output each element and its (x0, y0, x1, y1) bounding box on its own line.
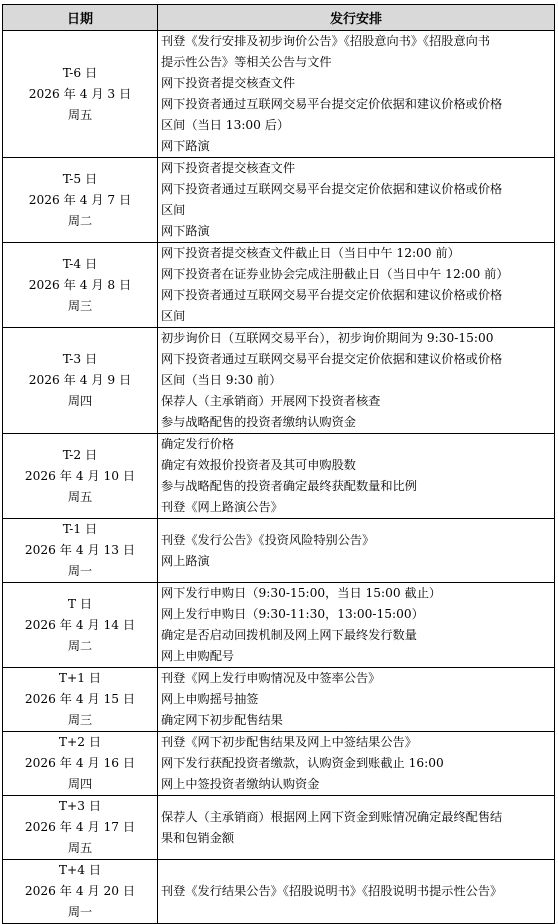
day-label: T+1 日 (58, 671, 102, 685)
date-cell (3, 243, 158, 328)
date-cell (3, 158, 158, 243)
schedule-cell (158, 328, 555, 434)
schedule-line: 网下路演 (161, 224, 210, 238)
date-cell (3, 732, 158, 796)
date-label: 2026 年 4 月 17 日 (24, 820, 136, 834)
table-row (3, 668, 555, 732)
weekday-label: 周二 (67, 638, 93, 653)
schedule-line: 网上申购配号 (161, 649, 235, 663)
day-label: T-3 日 (62, 352, 98, 366)
day-label: T-2 日 (62, 447, 98, 462)
date-label: 2026 年 4 月 20 日 (24, 884, 136, 898)
date-label: 2026 年 4 月 15 日 (24, 692, 136, 706)
header-date: 日期 (3, 5, 158, 31)
table-row (3, 328, 555, 434)
schedule-line: 区间 (161, 203, 186, 217)
weekday-label: 周三 (67, 713, 93, 727)
schedule-line: 网下路演 (161, 139, 210, 153)
schedule-line: 网下发行申购日（9:30-15:00，当日 15:00 截止） (161, 586, 442, 600)
weekday-label: 周五 (67, 107, 93, 122)
date-label: 2026 年 4 月 7 日 (28, 192, 132, 207)
schedule-cell (158, 31, 555, 158)
schedule-line: 网上发行申购日（9:30-11:30，13:00-15:00） (161, 607, 424, 621)
schedule-line: 区间（当日 9:30 前） (161, 373, 282, 387)
weekday-label: 周五 (67, 841, 93, 855)
date-label: 2026 年 4 月 9 日 (28, 373, 132, 387)
schedule-line: 参与战略配售的投资者缴纳认购资金 (161, 415, 356, 429)
schedule-cell (158, 732, 555, 796)
schedule-line: 确定有效报价投资者及其可申购股数 (161, 458, 356, 472)
schedule-line: 网下投资者通过互联网交易平台提交定价依据和建议价格或价格 (161, 97, 503, 111)
schedule-line: 网下投资者提交核查文件 (161, 161, 296, 175)
schedule-cell (158, 583, 555, 668)
table-row (3, 583, 555, 668)
date-label: 2026 年 4 月 3 日 (28, 86, 132, 101)
date-cell (3, 31, 158, 158)
date-cell (3, 796, 158, 860)
day-label: T-5 日 (62, 171, 98, 186)
date-label: 2026 年 4 月 8 日 (28, 277, 132, 292)
table-row (3, 158, 555, 243)
schedule-line: 网下投资者通过互联网交易平台提交定价依据和建议价格或价格 (161, 288, 503, 302)
schedule-line: 参与战略配售的投资者确定最终获配数量和比例 (161, 479, 417, 493)
schedule-line: 网下投资者提交核查文件截止日（当日中午 12:00 前） (161, 246, 460, 260)
date-label: 2026 年 4 月 14 日 (24, 617, 136, 632)
schedule-line: 确定网下初步配售结果 (161, 713, 283, 727)
schedule-cell (158, 519, 555, 583)
schedule-line: 确定是否启动回拨机制及网上网下最终发行数量 (161, 628, 417, 642)
date-cell (3, 519, 158, 583)
schedule-line: 初步询价日（互联网交易平台），初步询价期间为 9:30-15:00 (161, 331, 494, 345)
table-row (3, 31, 555, 158)
schedule-cell (158, 434, 555, 519)
schedule-line: 提示性公告》等相关公告与文件 (161, 55, 332, 69)
schedule-line: 保荐人（主承销商）根据网上网下资金到账情况确定最终配售结 (161, 809, 503, 824)
schedule-cell (158, 668, 555, 732)
schedule-line: 刊登《发行结果公告》《招股说明书》《招股说明书提示性公告》 (161, 884, 503, 898)
table-row (3, 732, 555, 796)
weekday-label: 周四 (67, 394, 93, 408)
date-cell (3, 583, 158, 668)
date-label: 2026 年 4 月 13 日 (24, 543, 136, 557)
schedule-line: 网下投资者通过互联网交易平台提交定价依据和建议价格或价格 (161, 182, 503, 196)
weekday-label: 周一 (67, 905, 93, 919)
day-label: T+3 日 (58, 799, 102, 813)
schedule-line: 刊登《发行安排及初步询价公告》《招股意向书》《招股意向书 (161, 34, 491, 48)
schedule-cell (158, 796, 555, 860)
schedule-line: 网上申购摇号抽签 (161, 692, 259, 706)
schedule-line: 确定发行价格 (161, 437, 235, 451)
schedule-line: 区间（当日 13:00 后） (161, 118, 290, 132)
date-label: 2026 年 4 月 16 日 (24, 756, 136, 770)
day-label: T+4 日 (58, 863, 102, 877)
weekday-label: 周一 (67, 564, 93, 578)
table-row (3, 796, 555, 860)
schedule-line: 保荐人（主承销商）开展网下投资者核查 (161, 394, 381, 408)
schedule-line: 网上中签投资者缴纳认购资金 (161, 777, 320, 791)
day-label: T 日 (67, 596, 93, 611)
day-label: T-6 日 (62, 65, 98, 80)
date-label: 2026 年 4 月 10 日 (24, 468, 136, 483)
schedule-line: 网下投资者提交核查文件 (161, 76, 296, 90)
date-cell (3, 434, 158, 519)
day-label: T-4 日 (62, 256, 98, 271)
date-cell (3, 328, 158, 434)
day-label: T+2 日 (58, 735, 102, 749)
schedule-line: 网下投资者通过互联网交易平台提交定价依据和建议价格或价格 (161, 352, 503, 366)
schedule-line: 刊登《网上发行申购情况及中签率公告》 (161, 671, 381, 685)
schedule-line: 区间 (161, 309, 186, 323)
table-row (3, 519, 555, 583)
schedule-cell (158, 243, 555, 328)
day-label: T-1 日 (62, 522, 98, 536)
header-row (3, 5, 555, 31)
weekday-label: 周二 (67, 213, 93, 228)
schedule-line: 刊登《网下初步配售结果及网上中签结果公告》 (161, 735, 417, 749)
header-schedule: 发行安排 (158, 5, 555, 31)
schedule-line: 网下投资者在证券业协会完成注册截止日（当日中午 12:00 前） (161, 267, 509, 281)
schedule-line: 刊登《发行公告》《投资风险特别公告》 (161, 532, 375, 547)
schedule-cell (158, 158, 555, 243)
weekday-label: 周三 (67, 298, 93, 313)
schedule-table (2, 4, 555, 924)
schedule-line: 网上路演 (161, 553, 210, 568)
date-cell (3, 668, 158, 732)
weekday-label: 周五 (67, 489, 93, 504)
schedule-line: 果和包销金额 (161, 830, 235, 845)
schedule-line: 网下发行获配投资者缴款，认购资金到账截止 16:00 (161, 756, 444, 770)
table-row (3, 434, 555, 519)
table-row (3, 243, 555, 328)
schedule-line: 刊登《网上路演公告》 (161, 500, 283, 514)
weekday-label: 周四 (67, 777, 93, 791)
